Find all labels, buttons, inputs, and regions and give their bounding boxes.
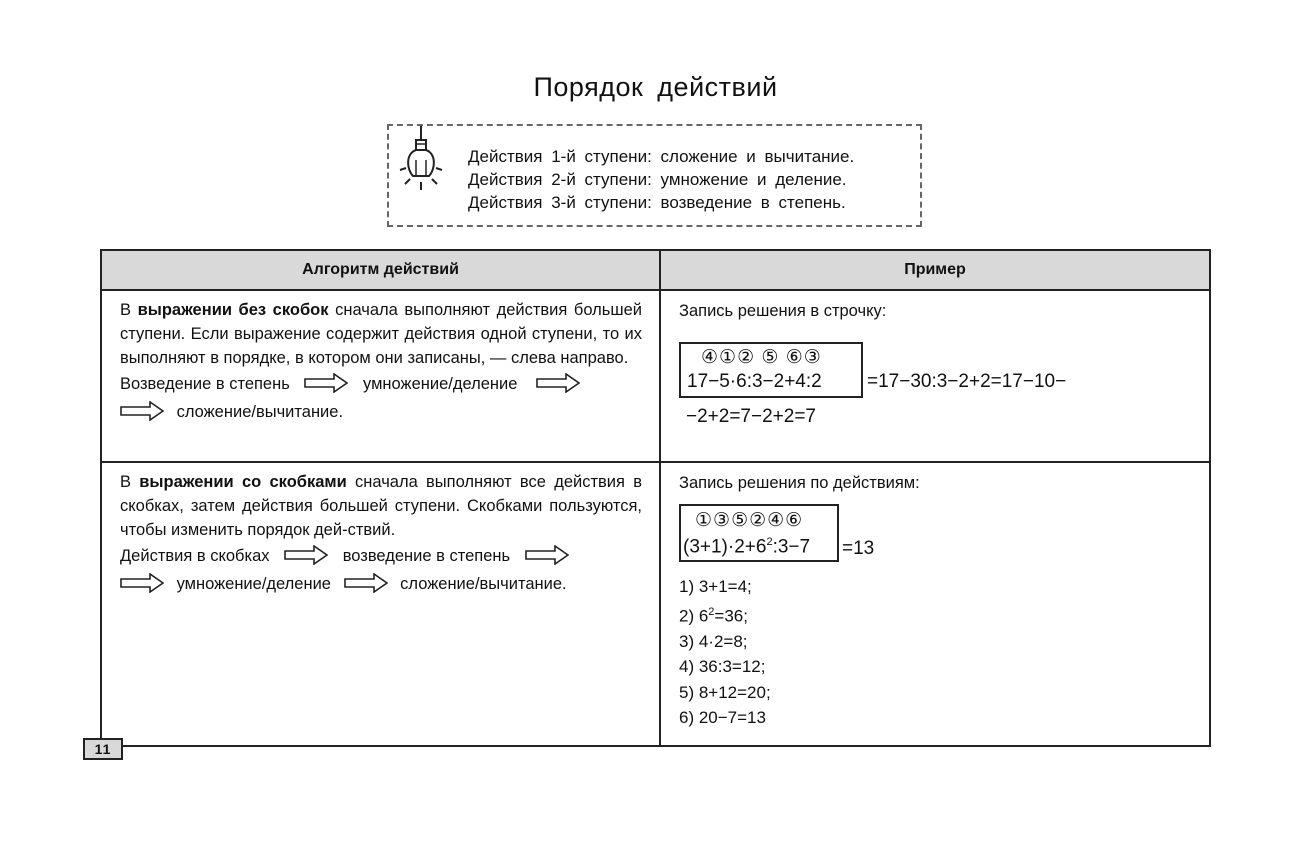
rule-3: Действия 3-й ступени: возведение в степень. <box>468 193 846 212</box>
rules-list <box>468 145 854 214</box>
row1-math-box <box>679 342 863 398</box>
lightbulb-icon <box>397 126 445 206</box>
row1-example-label: Запись решения в строчку: <box>679 302 887 320</box>
row2-example <box>660 462 1210 746</box>
step-6: 6) 20−7=13 <box>679 708 766 728</box>
arrow-icon <box>344 573 388 593</box>
arrow-icon <box>120 573 164 593</box>
order-table <box>100 249 1211 747</box>
row2-text: В выражении со скобками сначала выполняют все действия в скобках, затем действия большей ступени. Скобками пользуются, чтобы изменить порядок дей-ствий. <box>120 473 642 539</box>
arrow-icon <box>525 545 569 565</box>
row2-steps <box>679 574 771 731</box>
row2-result: =13 <box>842 538 875 559</box>
row2-math-box <box>679 504 839 562</box>
arrow-icon <box>284 545 328 565</box>
row1-expression: 17−5·6:3−2+4:2 <box>687 371 822 392</box>
step-2: 2) $6^2=36$; <box>679 605 748 626</box>
header-example: Пример <box>660 250 1210 290</box>
row1-order-circles: ④①② ⑤ ⑥③ <box>701 347 822 368</box>
header-algorithm: Алгоритм действий <box>101 250 660 290</box>
arrow-icon <box>120 401 164 421</box>
row1-flow-2: сложение/вычитание. <box>120 398 642 426</box>
row1-continuation: =17−30:3−2+2=17−10− <box>867 371 1067 392</box>
row2-expression: $(3+1)\cdot 2+6^2:3-7$ <box>683 536 811 558</box>
row2-order-circles: ①③⑤②④⑥ <box>695 510 804 531</box>
arrow-icon <box>536 373 580 393</box>
arrow-icon <box>304 373 348 393</box>
row1-line2: −2+2=7−2+2=7 <box>686 406 816 427</box>
step-3: 3) 4·2=8; <box>679 631 748 651</box>
row1-example <box>660 290 1210 462</box>
step-1: 1) 3+1=4; <box>679 577 752 596</box>
row1-text: В выражении без скобок сначала выполняют действия большей ступени. Если выражение содержит действия одной ступени, то их выполняют в порядке, в котором они записаны, — слева направо. <box>120 301 643 367</box>
row2-flow: Действия в скобках возведение в степень <box>120 542 642 570</box>
row2-example-label: Запись решения по действиям: <box>679 474 920 492</box>
row1-algorithm <box>101 290 660 462</box>
rules-box <box>387 124 922 227</box>
step-4: 4) 36:3=12; <box>679 657 766 677</box>
page-number: 11 <box>83 738 123 760</box>
row1-flow: Возведение в степень умножение/деление <box>120 370 642 398</box>
step-5: 5) 8+12=20; <box>679 682 771 702</box>
rule-1: Действия 1-й ступени: сложение и вычитание. <box>468 147 855 166</box>
rule-2: Действия 2-й ступени: умножение и деление. <box>468 170 847 189</box>
page-title: Порядок действий <box>533 72 778 102</box>
row2-flow-2: умножение/деление сложение/вычитание. <box>120 570 642 598</box>
row2-algorithm <box>101 462 660 746</box>
